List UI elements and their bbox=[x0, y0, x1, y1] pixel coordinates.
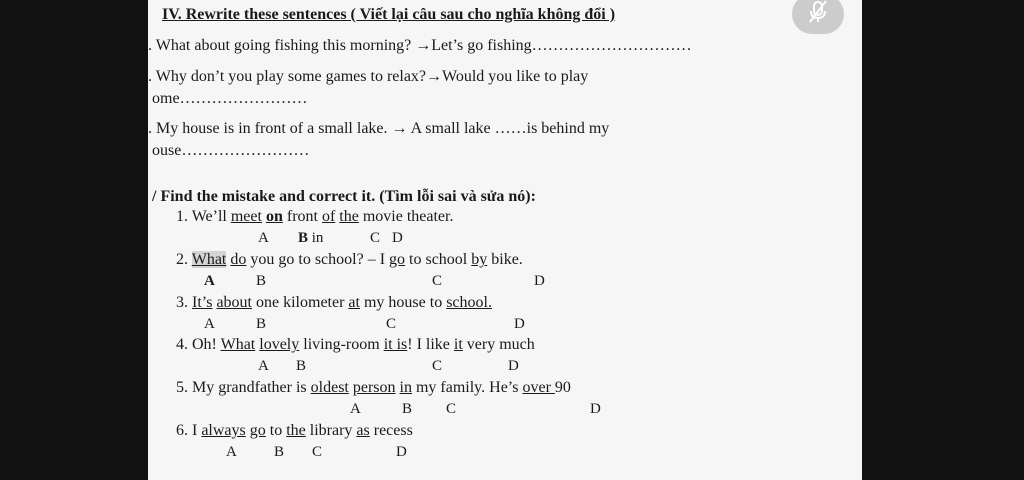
document-page bbox=[148, 0, 862, 480]
q6-option-c: C bbox=[312, 444, 323, 460]
rewrite-item-1: . What about going fishing this morning? →Let’s go fishing………………………… bbox=[148, 37, 692, 54]
q5-option-a: A bbox=[350, 401, 361, 417]
q3-option-a: A bbox=[204, 316, 215, 332]
left-dark-margin bbox=[0, 0, 148, 480]
q2-option-a: A bbox=[204, 273, 215, 289]
question-6: 6. I always go to the library as recess bbox=[176, 422, 413, 439]
rewrite-item-3-cont: ouse…………………… bbox=[152, 142, 310, 159]
q6-option-d: D bbox=[396, 444, 407, 460]
q3-option-b: B bbox=[256, 316, 267, 332]
q2-option-c: C bbox=[432, 273, 443, 289]
q1-option-c: C bbox=[370, 230, 381, 246]
q5-option-b: B bbox=[402, 401, 413, 417]
q1-option-a: A bbox=[258, 230, 269, 246]
q4-option-c: C bbox=[432, 358, 443, 374]
q4-option-a: A bbox=[258, 358, 269, 374]
q2-option-d: D bbox=[534, 273, 545, 289]
question-2: 2. What do you go to school? – I go to school by bike. bbox=[176, 251, 523, 268]
rewrite-item-2-cont: ome…………………… bbox=[152, 90, 308, 107]
q6-option-b: B bbox=[274, 444, 285, 460]
q1-option-d: D bbox=[392, 230, 403, 246]
question-4: 4. Oh! What lovely living-room it is! I like it very much bbox=[176, 336, 535, 353]
mic-off-icon bbox=[807, 0, 829, 30]
q3-option-d: D bbox=[514, 316, 525, 332]
question-1: 1. We’ll meet on front of the movie theater. bbox=[176, 208, 454, 225]
rewrite-item-2: . Why don’t you play some games to relax?→Would you like to play bbox=[148, 68, 589, 85]
q4-option-b: B bbox=[296, 358, 307, 374]
section-5-title: / Find the mistake and correct it. (Tìm lỗi sai và sửa nó): bbox=[152, 188, 536, 205]
q4-option-d: D bbox=[508, 358, 519, 374]
q1-option-b: B in bbox=[298, 230, 324, 246]
q2-option-b: B bbox=[256, 273, 267, 289]
right-dark-margin bbox=[862, 0, 1024, 480]
q3-option-c: C bbox=[386, 316, 397, 332]
mute-toggle-button[interactable] bbox=[792, 0, 844, 34]
rewrite-item-3: . My house is in front of a small lake. → A small lake ……is behind my bbox=[148, 120, 610, 137]
question-3: 3. It’s about one kilometer at my house to school. bbox=[176, 294, 492, 311]
q5-option-d: D bbox=[590, 401, 601, 417]
q5-option-c: C bbox=[446, 401, 457, 417]
q6-option-a: A bbox=[226, 444, 237, 460]
section-4-title: IV. Rewrite these sentences ( Viết lại câu sau cho nghĩa không đổi ) bbox=[162, 6, 616, 23]
question-5: 5. My grandfather is oldest person in my family. He’s over 90 bbox=[176, 379, 571, 396]
